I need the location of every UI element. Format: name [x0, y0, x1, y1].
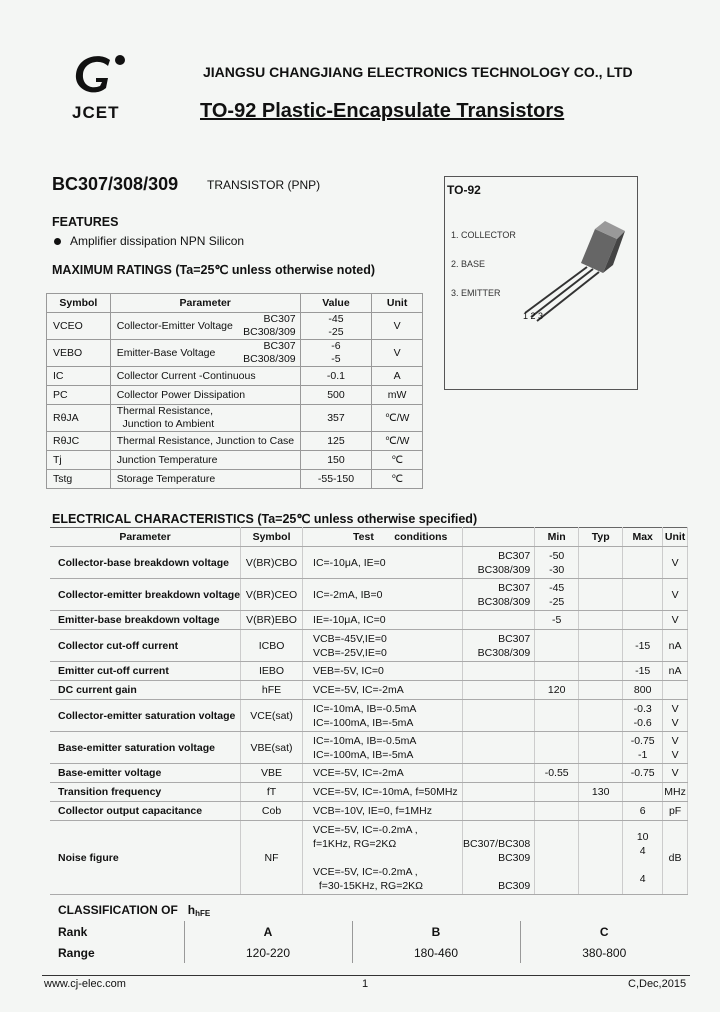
- typ-cell: [579, 802, 623, 821]
- column-header: Min: [535, 528, 579, 547]
- table-row: [50, 783, 688, 802]
- unit-cell: ℃: [372, 470, 423, 489]
- unit-cell: V: [663, 611, 688, 630]
- min-cell: [535, 700, 579, 732]
- min-cell: -45 -25: [535, 579, 579, 611]
- max-cell: [623, 579, 663, 611]
- variant-cell: [463, 611, 535, 630]
- typ-cell: [579, 821, 623, 895]
- unit-cell: ℃/W: [372, 405, 423, 432]
- variant-cell: [463, 802, 535, 821]
- min-cell: -50 -30: [535, 547, 579, 579]
- parameter-cell: DC current gain: [50, 681, 241, 700]
- condition-cell: IC=-2mA, IB=0: [303, 579, 463, 611]
- rank-cell: B: [352, 921, 520, 942]
- electrical-table: [50, 527, 688, 895]
- part-type: TRANSISTOR (PNP): [207, 178, 321, 192]
- max-cell: 10 4 4: [623, 821, 663, 895]
- condition-cell: IC=-10mA, IB=-0.5mA IC=-100mA, IB=-5mA: [303, 700, 463, 732]
- company-name: JIANGSU CHANGJIANG ELECTRONICS TECHNOLOGY CO., LTD: [203, 64, 633, 80]
- table-row: [50, 611, 688, 630]
- parameter-cell: Collector-Emitter Voltage BC307 BC308/309: [110, 313, 300, 340]
- footer-divider: [42, 975, 690, 976]
- symbol-cell: Tj: [47, 451, 111, 470]
- parameter-cell: Base-emitter voltage: [50, 764, 241, 783]
- symbol-cell: VCEO: [47, 313, 111, 340]
- max-ratings-heading: MAXIMUM RATINGS (Ta=25℃ unless otherwise noted): [52, 263, 375, 277]
- unit-cell: V: [372, 313, 423, 340]
- range-cell: 120-220: [184, 942, 352, 963]
- table-row: [50, 579, 688, 611]
- max-cell: -15: [623, 662, 663, 681]
- footer-website[interactable]: www.cj-elec.com: [44, 978, 126, 990]
- classification-heading: CLASSIFICATION OF $h_{hFE}$: [58, 903, 211, 918]
- symbol-cell: RθJA: [47, 405, 111, 432]
- value-cell: 150: [300, 451, 372, 470]
- unit-cell: V: [663, 547, 688, 579]
- condition-cell: VCB=-10V, IE=0, f=1MHz: [303, 802, 463, 821]
- min-cell: [535, 732, 579, 764]
- parameter-cell: Thermal Resistance, Junction to Ambient: [110, 405, 300, 432]
- min-cell: -5: [535, 611, 579, 630]
- max-ratings-table: [46, 293, 423, 489]
- table-row: [47, 340, 423, 367]
- parameter-cell: Noise figure: [50, 821, 241, 895]
- max-cell: 800: [623, 681, 663, 700]
- footer-date: C,Dec,2015: [628, 978, 687, 990]
- condition-cell: VCE=-5V, IC=-2mA: [303, 681, 463, 700]
- unit-cell: nA: [663, 630, 688, 662]
- unit-cell: V: [372, 340, 423, 367]
- symbol-cell: NF: [241, 821, 303, 895]
- parameter-cell: Base-emitter saturation voltage: [50, 732, 241, 764]
- value-cell: 357: [300, 405, 372, 432]
- table-header-row: [47, 294, 423, 313]
- column-header: Parameter: [110, 294, 300, 313]
- symbol-cell: hFE: [241, 681, 303, 700]
- classification-table: [50, 900, 688, 963]
- pin-label: 2. BASE: [451, 259, 486, 269]
- table-row: [47, 386, 423, 405]
- unit-cell: nA: [663, 662, 688, 681]
- typ-cell: [579, 630, 623, 662]
- min-cell: 120: [535, 681, 579, 700]
- table-row: [50, 547, 688, 579]
- unit-cell: A: [372, 367, 423, 386]
- parameter-cell: Collector Current -Continuous: [110, 367, 300, 386]
- column-header: Value: [300, 294, 372, 313]
- symbol-cell: IC: [47, 367, 111, 386]
- value-cell: -45 -25: [300, 313, 372, 340]
- typ-cell: [579, 662, 623, 681]
- typ-cell: [579, 732, 623, 764]
- typ-cell: 130: [579, 783, 623, 802]
- column-header: Symbol: [47, 294, 111, 313]
- condition-cell: VCE=-5V, IC=-10mA, f=50MHz: [303, 783, 463, 802]
- table-row: [50, 700, 688, 732]
- typ-cell: [579, 611, 623, 630]
- condition-cell: VCB=-45V,IE=0 VCB=-25V,IE=0: [303, 630, 463, 662]
- unit-cell: ℃/W: [372, 432, 423, 451]
- parameter-cell: Collector-base breakdown voltage: [50, 547, 241, 579]
- min-cell: -0.55: [535, 764, 579, 783]
- parameter-cell: Collector cut-off current: [50, 630, 241, 662]
- value-cell: -0.1: [300, 367, 372, 386]
- column-header: Max: [623, 528, 663, 547]
- table-row: [47, 451, 423, 470]
- max-cell: [623, 547, 663, 579]
- max-cell: 6: [623, 802, 663, 821]
- variant-cell: [463, 732, 535, 764]
- unit-cell: V: [663, 764, 688, 783]
- features-heading: FEATURES: [52, 215, 119, 229]
- variant-cell: [463, 662, 535, 681]
- table-row: [50, 821, 688, 895]
- table-row: [50, 681, 688, 700]
- symbol-cell: V(BR)CBO: [241, 547, 303, 579]
- unit-cell: pF: [663, 802, 688, 821]
- parameter-cell: Collector-emitter breakdown voltage: [50, 579, 241, 611]
- typ-cell: [579, 700, 623, 732]
- value-cell: 125: [300, 432, 372, 451]
- max-cell: -0.3 -0.6: [623, 700, 663, 732]
- value-cell: -55-150: [300, 470, 372, 489]
- parameter-cell: Emitter cut-off current: [50, 662, 241, 681]
- table-header-row: [50, 528, 688, 547]
- variant-cell: [463, 681, 535, 700]
- condition-cell: IC=-10μA, IE=0: [303, 547, 463, 579]
- table-row: [50, 764, 688, 783]
- parameter-cell: Emitter-base breakdown voltage: [50, 611, 241, 630]
- parameter-cell: Collector-emitter saturation voltage: [50, 700, 241, 732]
- symbol-cell: VBE: [241, 764, 303, 783]
- condition-cell: IE=-10μA, IC=0: [303, 611, 463, 630]
- feature-item: Amplifier dissipation NPN Silicon: [54, 234, 244, 248]
- table-row: [50, 630, 688, 662]
- condition-cell: VCE=-5V, IC=-2mA: [303, 764, 463, 783]
- variant-cell: BC307 BC308/309: [463, 579, 535, 611]
- max-cell: -0.75 -1: [623, 732, 663, 764]
- symbol-cell: PC: [47, 386, 111, 405]
- package-diagram: [444, 176, 638, 390]
- table-row: [50, 662, 688, 681]
- column-header-spacer: [463, 528, 535, 547]
- typ-cell: [579, 579, 623, 611]
- variant-cell: BC307 BC308/309: [463, 547, 535, 579]
- table-row: [47, 470, 423, 489]
- condition-cell: VEB=-5V, IC=0: [303, 662, 463, 681]
- column-header: Parameter: [50, 528, 241, 547]
- table-row: [47, 313, 423, 340]
- electrical-heading: ELECTRICAL CHARACTERISTICS (Ta=25℃ unless otherwise specified): [52, 512, 478, 526]
- column-header: Symbol: [241, 528, 303, 547]
- part-number: BC307/308/309: [52, 174, 179, 194]
- symbol-cell: RθJC: [47, 432, 111, 451]
- max-cell: -0.75: [623, 764, 663, 783]
- variant-cell: [463, 700, 535, 732]
- symbol-cell: VEBO: [47, 340, 111, 367]
- min-cell: [535, 783, 579, 802]
- jcet-logo-icon: [70, 52, 128, 98]
- unit-cell: V V: [663, 732, 688, 764]
- typ-cell: [579, 681, 623, 700]
- symbol-cell: V(BR)CEO: [241, 579, 303, 611]
- column-header: Unit: [663, 528, 688, 547]
- value-cell: 500: [300, 386, 372, 405]
- table-row: [47, 432, 423, 451]
- unit-cell: ℃: [372, 451, 423, 470]
- column-header: Unit: [372, 294, 423, 313]
- footer-page-number: 1: [362, 978, 369, 990]
- column-header: Typ: [579, 528, 623, 547]
- variant-cell: [463, 783, 535, 802]
- symbol-cell: VCE(sat): [241, 700, 303, 732]
- unit-cell: mW: [372, 386, 423, 405]
- max-cell: [623, 783, 663, 802]
- symbol-cell: ICBO: [241, 630, 303, 662]
- variant-cell: BC307/BC308 BC309 BC309: [463, 821, 535, 895]
- symbol-cell: Tstg: [47, 470, 111, 489]
- range-cell: 380-800: [520, 942, 688, 963]
- rank-label: Rank: [58, 924, 88, 939]
- unit-cell: V: [663, 579, 688, 611]
- table-row: [47, 405, 423, 432]
- parameter-cell: Transition frequency: [50, 783, 241, 802]
- table-row: [50, 732, 688, 764]
- parameter-cell: Thermal Resistance, Junction to Case: [110, 432, 300, 451]
- min-cell: [535, 662, 579, 681]
- min-cell: [535, 630, 579, 662]
- unit-cell: V V: [663, 700, 688, 732]
- column-header: Test conditions: [303, 528, 463, 547]
- unit-cell: dB: [663, 821, 688, 895]
- unit-cell: [663, 681, 688, 700]
- min-cell: [535, 821, 579, 895]
- rank-cell: C: [520, 921, 688, 942]
- parameter-cell: Collector Power Dissipation: [110, 386, 300, 405]
- typ-cell: [579, 547, 623, 579]
- document-title: TO-92 Plastic-Encapsulate Transistors: [200, 100, 565, 122]
- pin-numbers: 1 2 3: [523, 311, 544, 321]
- logo-text: JCET: [72, 103, 120, 122]
- parameter-cell: Junction Temperature: [110, 451, 300, 470]
- condition-cell: IC=-10mA, IB=-0.5mA IC=-100mA, IB=-5mA: [303, 732, 463, 764]
- rank-cell: A: [184, 921, 352, 942]
- symbol-cell: IEBO: [241, 662, 303, 681]
- typ-cell: [579, 764, 623, 783]
- symbol-cell: fT: [241, 783, 303, 802]
- unit-cell: MHz: [663, 783, 688, 802]
- variant-cell: [463, 764, 535, 783]
- condition-cell: VCE=-5V, IC=-0.2mA , f=1KHz, RG=2KΩ VCE=-5V, IC=-0.2mA , f=30-15KHz, RG=2KΩ: [303, 821, 463, 895]
- symbol-cell: V(BR)EBO: [241, 611, 303, 630]
- pin-label: 3. EMITTER: [451, 288, 501, 298]
- parameter-cell: Storage Temperature: [110, 470, 300, 489]
- parameter-cell: Emitter-Base Voltage BC307 BC308/309: [110, 340, 300, 367]
- max-cell: [623, 611, 663, 630]
- rank-row: [50, 921, 688, 942]
- range-row: [50, 942, 688, 963]
- min-cell: [535, 802, 579, 821]
- bullet-icon: [54, 238, 61, 245]
- range-cell: 180-460: [352, 942, 520, 963]
- pin-label: 1. COLLECTOR: [451, 230, 516, 240]
- package-title: TO-92: [447, 183, 481, 197]
- table-row: [50, 802, 688, 821]
- symbol-cell: VBE(sat): [241, 732, 303, 764]
- value-cell: -6 -5: [300, 340, 372, 367]
- table-row: [47, 367, 423, 386]
- symbol-cell: Cob: [241, 802, 303, 821]
- range-label: Range: [58, 945, 95, 960]
- parameter-cell: Collector output capacitance: [50, 802, 241, 821]
- max-cell: -15: [623, 630, 663, 662]
- variant-cell: BC307 BC308/309: [463, 630, 535, 662]
